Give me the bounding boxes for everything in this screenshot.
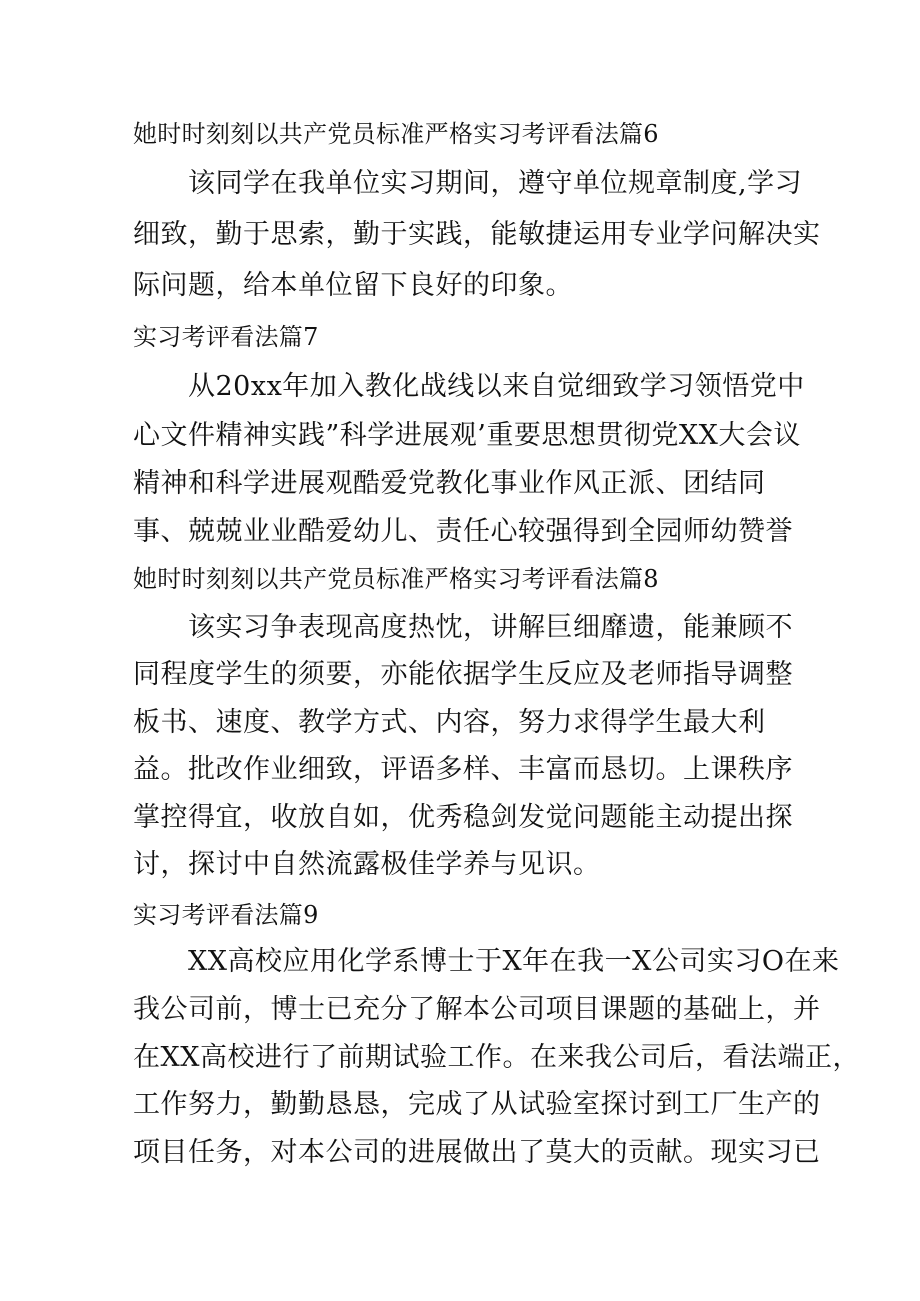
text-line: 该实习争表现高度热忱，讲解巨细靡遗，能兼顾不 bbox=[188, 612, 793, 643]
text-line: 项目任务，对本公司的进展做出了莫大的贡献。现实习已 bbox=[133, 1137, 821, 1168]
text-line: 她时时刻刻以共产党员标准严格实习考评看法篇8 bbox=[133, 565, 659, 593]
text-line: 从20xx年加入教化战线以来自觉细致学习领悟党中 bbox=[188, 371, 805, 402]
text-line: 该同学在我单位实习期间，遵守单位规章制度,学习 bbox=[188, 168, 803, 199]
text-line: 板书、速度、教学方式、内容，努力求得学生最大利 bbox=[133, 707, 766, 738]
text-line: 掌控得宜，收放自如，优秀稳剑发觉问题能主动提出探 bbox=[133, 802, 793, 833]
text-line: XX高校应用化学系博士于X年在我一X公司实习O在来 bbox=[188, 946, 840, 977]
text-line: 心文件精神实践”科学进展观’重要思想贯彻党XX大会议 bbox=[133, 420, 801, 451]
text-line: 事、兢兢业业酷爱幼儿、责任心较强得到全园师幼赞誉 bbox=[133, 516, 793, 547]
text-line: 她时时刻刻以共产党员标准严格实习考评看法篇6 bbox=[133, 120, 659, 148]
text-line: 同程度学生的须要，亦能依据学生反应及老师指导调整 bbox=[133, 659, 793, 690]
text-line: 在XX高校进行了前期试验工作。在来我公司后，看法端正， bbox=[133, 1042, 860, 1073]
text-line: 讨，探讨中自然流露极佳学养与见识。 bbox=[133, 849, 601, 880]
section-heading: 实习考评看法篇7 bbox=[133, 323, 319, 351]
text-line: 我公司前，博士已充分了解本公司项目课题的基础上，并 bbox=[133, 994, 821, 1025]
text-line: 益。批改作业细致，评语多样、丰富而恳切。上课秩序 bbox=[133, 754, 793, 785]
text-line: 工作努力，勤勤恳恳，完成了从试验室探讨到工厂生产的 bbox=[133, 1089, 821, 1120]
text-line: 细致，勤于思索，勤于实践，能敏捷运用专业学问解决实 bbox=[133, 219, 821, 250]
text-line: 精神和科学进展观酷爱党教化事业作风正派、团结同 bbox=[133, 468, 766, 499]
section-heading: 实习考评看法篇9 bbox=[133, 901, 319, 929]
text-line: 际问题，给本单位留下良好的印象。 bbox=[133, 270, 573, 301]
